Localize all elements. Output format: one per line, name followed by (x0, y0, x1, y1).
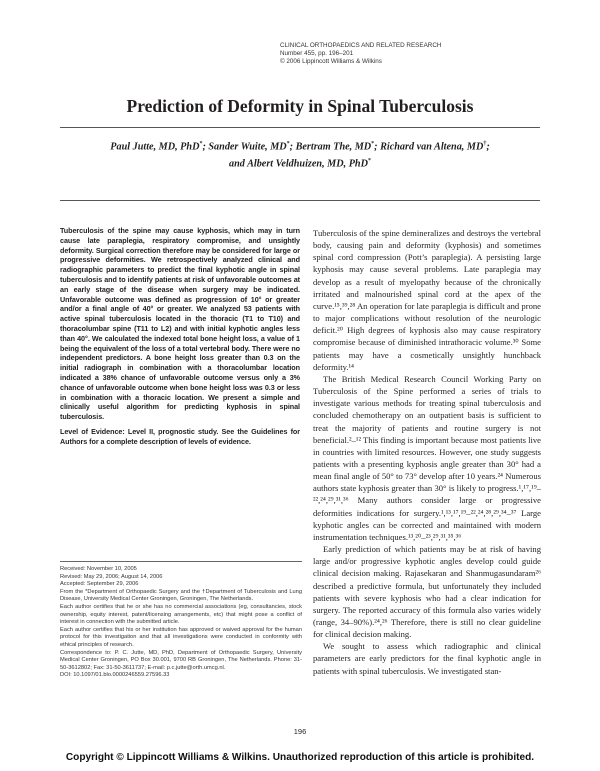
doi-link[interactable]: DOI: 10.1097/01.blo.0000246559.27596.33 (60, 672, 170, 679)
journal-header (280, 42, 540, 66)
page-number: 196 (293, 727, 307, 736)
author-affiliation-mark: * (367, 158, 371, 165)
body-paragraph: Tuberculosis of the spine demineralizes and destroys the vertebral body, causing pain and deformity (kyphosis) and sometimes spinal cord compression (Pott’s paraplegia). A persisting large kyphosis may cause several problems. Late paraplegia may develop as a result of myelopathy because of the chronically irritated and malnourished spinal cord at the apex of the curve.¹⁵,³⁹,²⁸ An operation for late paraplegia is difficult and prone to major complications without resolution of the neurologic deficit.²⁰ High degrees of kyphosis also may cause respiratory compromise because of diminished intrathoracic volume.³⁰ Some patients may have a cosmetically unsightly hunchback deformity.¹⁴ (313, 228, 541, 372)
author-name: Sander Wuite, MD (208, 141, 287, 153)
body-paragraph: Early prediction of which patients may be at risk of having large and/or progressive kyphotic angles develop could guide clinical decision making. Rajasekaran and Shanmugasundaram²⁶ described a predictive formula, but unfortunately they included patients with severe kyphosis who had a clear indication for surgery. The reported accuracy of this formula also varies widely (range, 34–90%).²⁴,²⁶ Therefore, there is still no clear guideline for clinical decision making. (313, 544, 541, 640)
article-notes (60, 561, 302, 680)
accepted-date: Accepted: September 29, 2006 (60, 581, 139, 588)
author-name: Paul Jutte, MD, PhD (110, 141, 200, 153)
body-text (313, 227, 541, 677)
article-title: Prediction of Deformity in Spinal Tuberculosis (126, 96, 474, 116)
body-paragraph: We sought to assess which radiographic and clinical parameters are early predictors for the final kyphotic angle in patients with spinal tuberculosis. We investigated stan- (313, 641, 541, 676)
author-name: Bertram The, MD (295, 141, 372, 153)
ethics-note: Each author certifies that his or her institution has approved or waived approval for the human protocol for this investigation and that all investigations were conducted in conformity with ethical principles of research. (60, 626, 302, 648)
conflict-note: Each author certifies that he or she has no commercial associations (eg, consultancies, stock ownership, equity interest, patent/licensing arrangements, etc) that might pose a conflict of interest in connection with the submitted article. (60, 603, 302, 626)
body-paragraph: The British Medical Research Council Working Party on Tuberculosis of the Spine performed a series of trials to investigate various methods for treating spinal tuberculosis and concluded chemotherapy on an outpatient basis is sufficient to treat the majority of patients and routine surgery is not beneficial.²–¹² This finding is important because most patients live in countries with limited resources. However, one study suggests patients with a presenting kyphosis angle greater than 30° had a mean final angle of 50° to 73° develop after 10 years.²⁴ Numerous authors state kyphosis greater than 30° is likely to progress.¹,¹⁷,¹⁹–²²,²⁴,²⁹,³¹,³⁶ Many authors consider large or progressive deformities indications for surgery.¹,¹³,¹⁷,¹⁹–²²,²⁴,²⁸,²⁹,³⁴–³⁷ Large kyphotic angles can be corrected and maintained with modern instrumentation techniques.¹³,²⁰–²³,²⁹,³¹,³⁵,³⁶ (313, 373, 541, 542)
journal-copyright: © 2006 Lippincott Williams & Wilkins (280, 58, 382, 65)
journal-name: CLINICAL ORTHOPAEDICS AND RELATED RESEARCH (280, 42, 442, 49)
author-name: Albert Veldhuizen, MD, PhD (247, 158, 368, 170)
authors-rule (60, 200, 540, 201)
abstract (60, 226, 300, 452)
journal-issue: Number 455, pp. 196–201 (280, 50, 354, 57)
revised-date: Revised: May 29, 2006; August 14, 2006 (60, 573, 163, 580)
author-affiliation-mark: † (483, 141, 487, 147)
author-affiliation-mark: * (371, 141, 375, 147)
author-list: Paul Jutte, MD, PhD*; Sander Wuite, MD*; Bertram The, MD*; Richard van Altena, MD†; and Albert Veldhuizen, MD, PhD* (110, 141, 490, 170)
level-of-evidence: Level of Evidence: Level II, prognostic study. See the Guidelines for Authors for a complete description of levels of evidence. (60, 426, 300, 446)
received-date: Received: November 10, 2005 (60, 566, 137, 572)
copyright-notice: Copyright © Lippincott Williams & Wilkins. Unauthorized reproduction of this article is prohibited. (65, 752, 535, 763)
title-rule (60, 127, 540, 128)
correspondence-note: Correspondence to: P. C. Jutte, MD, PhD, Department of Orthopaedic Surgery, University Medical Center Groningen, PO Box 30.001, 9700 RB Groningen, The Netherlands. Phone: 31-50-3612802; Fax: 31-50-3611737; E-mail: p.c.jutte@orth.umcg.nl. (60, 649, 302, 671)
author-affiliation-mark: * (286, 141, 290, 147)
affiliation-note: From the *Department of Orthopaedic Surgery and the †Department of Tuberculosis and Lung Disease, University Medical Center Groningen, Groningen, The Netherlands. (60, 588, 302, 603)
abstract-text: Tuberculosis of the spine may cause kyphosis, which may in turn cause late paraplegia, respiratory compromise, and unsightly deformity. Surgical correction therefore may be considered for large or progressive deformities. We retrospectively analyzed clinical and radiographic parameters to predict the final kyphotic angle in spinal tuberculosis and to identify patients at risk of unfavorable outcomes at an early stage of the disease when surgery may be indicated. Unfavorable outcome was defined as progression of 10° or greater and/or a final angle of 40° or greater. We analyzed 53 patients with active spinal tuberculosis located in the thoracic (T1 to T10) and thoracolumbar spine (T11 to L2) and with initial kyphotic angles less than 40°. We calculated the indexed total bone height loss, a value of 1 being the equivalent of the loss of a total vertebral body. There were no independent predictors. A bone height loss greater than 0.3 on the initial radiograph in combination with a thoracolumbar location indicated a 38% chance of unfavorable outcome versus only a 3% chance of unfavorable outcome when bone height loss was 0.3 or less in combination with a thoracic location. We present a simple and clinically useful algorithm for predicting kyphosis in spinal tuberculosis. (60, 226, 300, 422)
author-affiliation-mark: * (199, 141, 203, 147)
author-name: Richard van Altena, MD (380, 141, 484, 153)
